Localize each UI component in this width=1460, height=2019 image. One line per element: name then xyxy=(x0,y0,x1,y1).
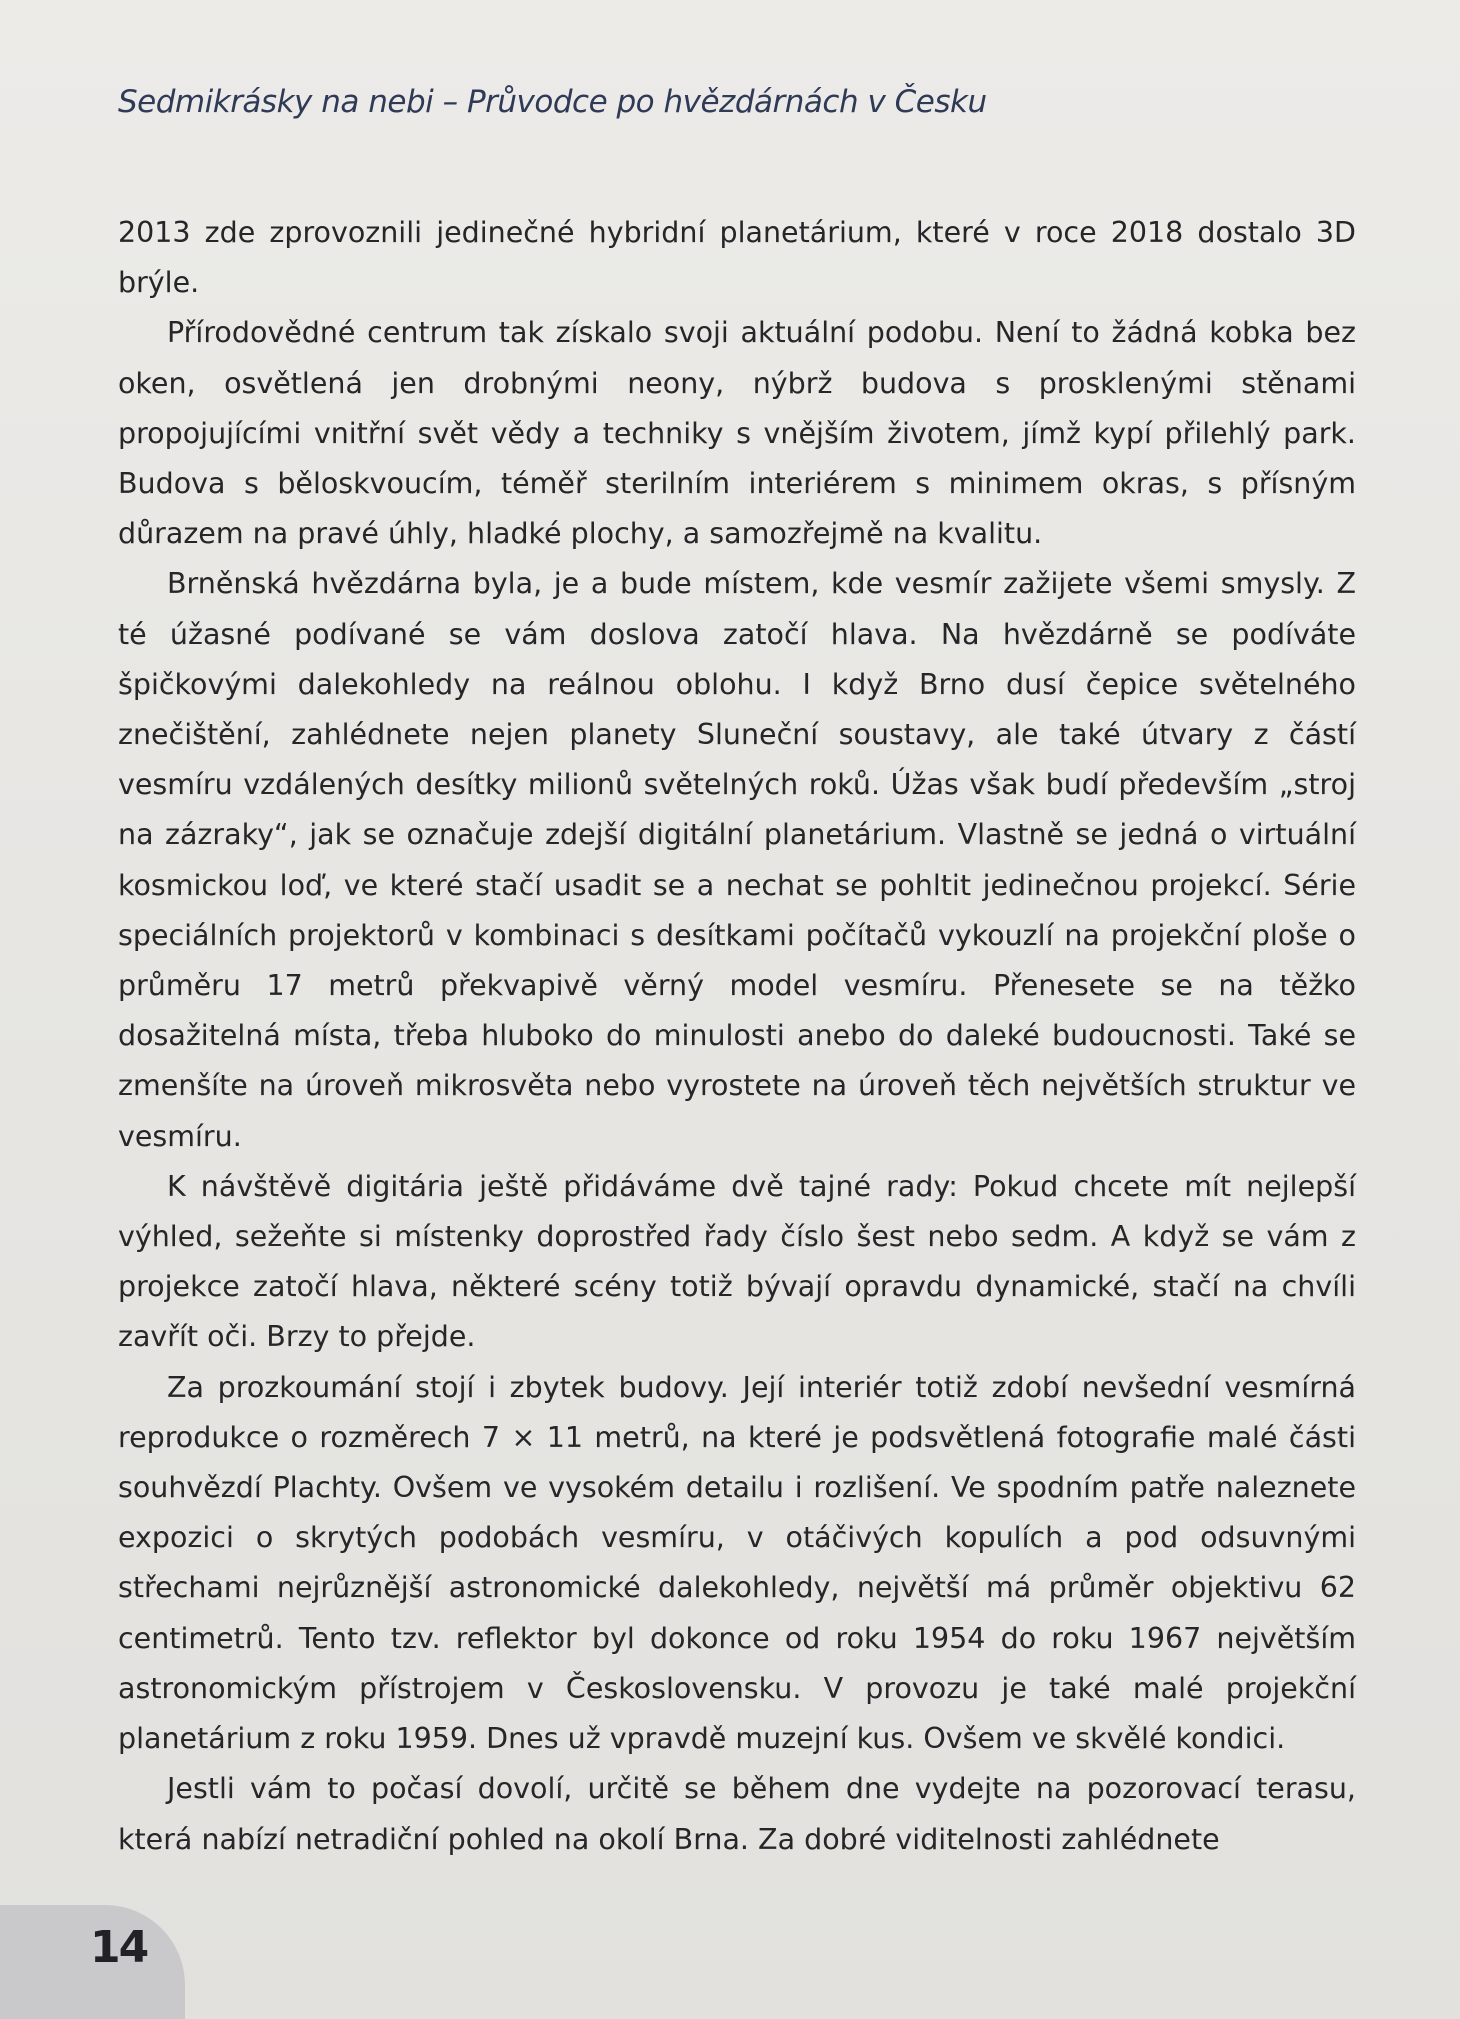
paragraph-science-centre: Přírodovědné centrum tak získalo svoji aktuální podobu. Není to žádná kobka bez oken, osvětlená jen drobnými neony, nýbrž budova s prosklenými stěnami propojujícími vnitřní svět vědy a techniky s vnějším životem, jímž kypí přilehlý park. Budova s běloskvoucím, téměř sterilním interiérem s minimem okras, s přísným důrazem na pravé úhly, hladké plochy, a samozřejmě na kvalitu. xyxy=(118,316,1356,551)
paragraph-observation-terrace: Jestli vám to počasí dovolí, určitě se během dne vydejte na pozorovací terasu, která nabízí netradiční pohled na okolí Brna. Za dobré viditelnosti zahlédnete xyxy=(118,1772,1356,1856)
paragraph-brno-observatory: Brněnská hvězdárna byla, je a bude místem, kde vesmír zažijete všemi smysly. Z té úžasné podívané se vám doslova zatočí hlava. Na hvězdárně se podíváte špičkovými dalekohledy na reálnou oblohu. I když Brno dusí čepice světelného znečištění, zahlédnete nejen planety Sluneční soustavy, ale také útvary z částí vesmíru vzdálených desítky milionů světelných roků. Úžas však budí především „stroj na zázraky“, jak se označuje zdejší digitální planetárium. Vlastně se jedná o virtuální kosmickou loď, ve které stačí usadit se a nechat se pohltit jedinečnou projekcí. Série speciálních projektorů v kombinaci s desítkami počítačů vykouzlí na projekční ploše o průměru 17 metrů překvapivě věrný model vesmíru. Přenesete se na těžko dosažitelná místa, třeba hluboko do minulosti anebo do daleké budoucnosti. Také se zmenšíte na úroveň mikrosvěta nebo vyrostete na úroveň těch největších struktur ve vesmíru. xyxy=(118,567,1356,1153)
page-number: 14 xyxy=(90,1922,148,1973)
running-head-title: Sedmikrásky na nebi – Průvodce po hvězdárnách v Česku xyxy=(118,84,987,120)
paragraph-building-interior: Za prozkoumání stojí i zbytek budovy. Její interiér totiž zdobí nevšední vesmírná reprodukce o rozměrech 7 × 11 metrů, na které je podsvětlená fotografie malé části souhvězdí Plachty. Ovšem ve vysokém detailu i rozlišení. Ve spodním patře naleznete expozici o skrytých podobách vesmíru, v otáčivých kopulích a pod odsuvnými střechami nejrůznější astronomické dalekohledy, největší má průměr objektivu 62 centimetrů. Tento tzv. reflektor byl dokonce od roku 1954 do roku 1967 největším astronomickým přístrojem v Československu. V provozu je také malé projekční planetárium z roku 1959. Dnes už vpravdě muzejní kus. Ovšem ve skvělé kondici. xyxy=(118,1370,1356,1756)
paragraph-continuation: 2013 zde zprovoznili jedinečné hybridní planetárium, které v roce 2018 dostalo 3D brýle. xyxy=(118,216,1356,300)
paragraph-digitarium-tips: K návštěvě digitária ještě přidáváme dvě tajné rady: Pokud chcete mít nejlepší výhled, sežeňte si místenky doprostřed řady číslo šest nebo sedm. A když se vám z projekce zatočí hlava, některé scény totiž bývají opravdu dynamické, stačí na chvíli zavřít oči. Brzy to přejde. xyxy=(118,1169,1356,1354)
body-text xyxy=(118,208,1356,1865)
